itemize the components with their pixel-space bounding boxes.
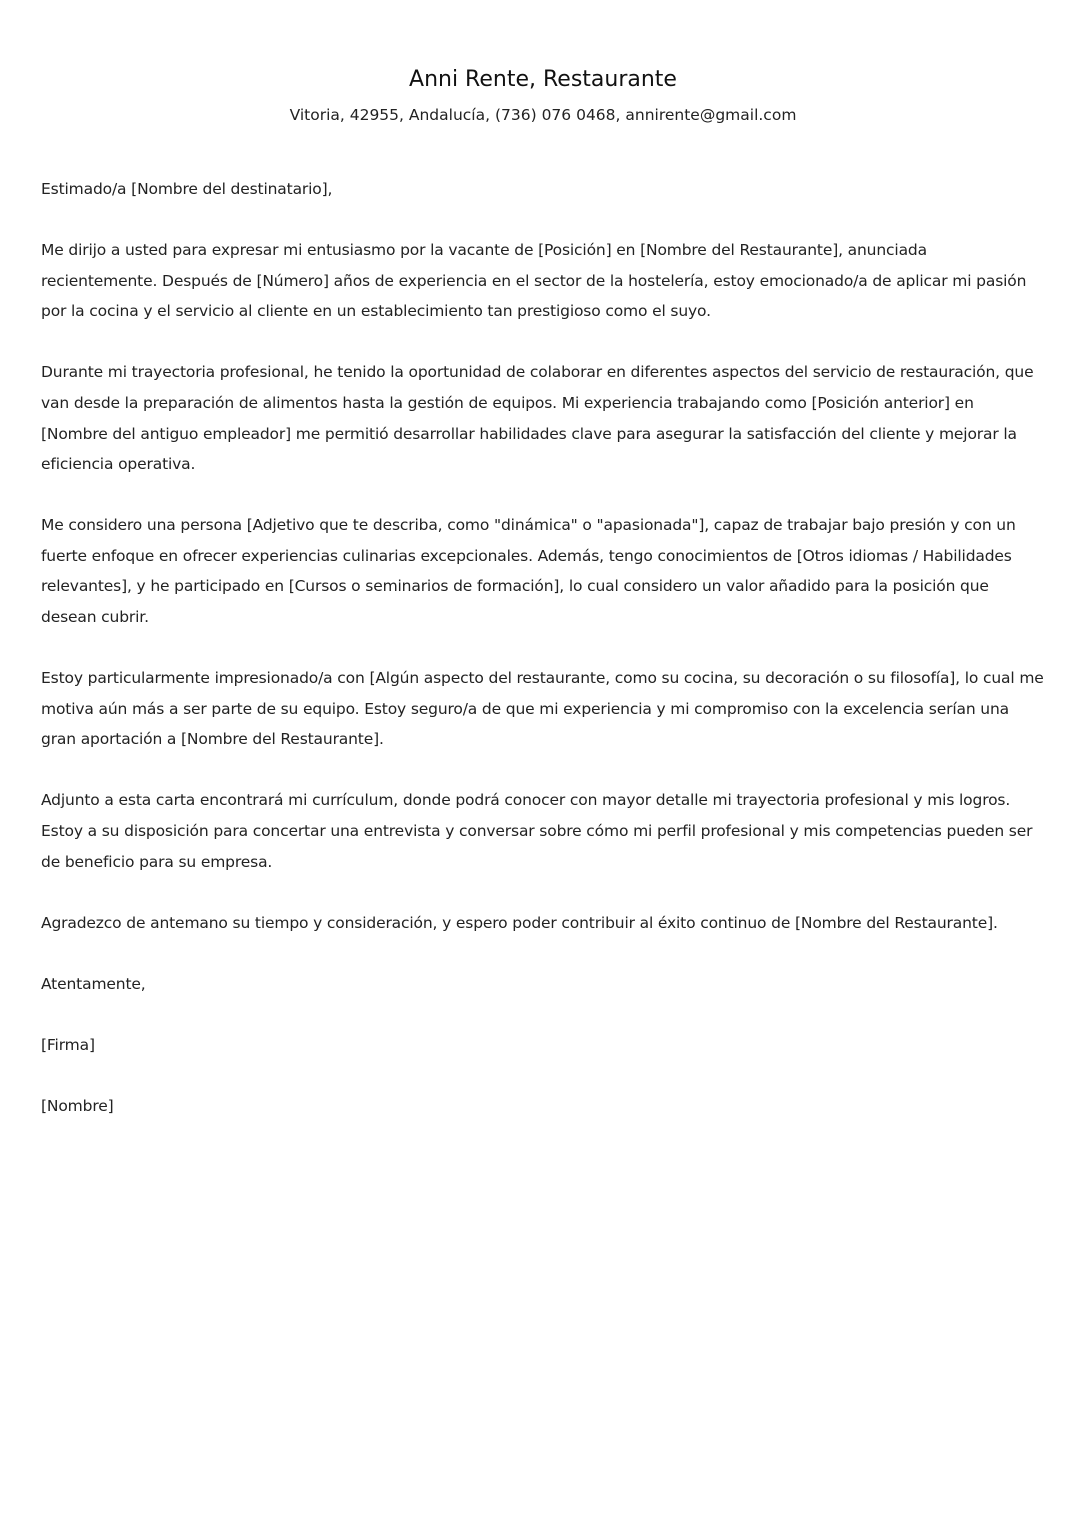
paragraph-experience: Durante mi trayectoria profesional, he tenido la oportunidad de colaborar en diferentes aspectos del servicio de restauración, que van desde la preparación de alimentos hasta la gestión de equipos. Mi experiencia trabajando como [Posición anterior] en [Nombre del antiguo empleador] me permitió desarrollar habilidades clave para asegurar la satisfacción del cliente y mejorar la eficiencia operativa. (41, 363, 1034, 474)
signer-name: [Nombre] (41, 1096, 114, 1115)
applicant-name: Anni Rente, Restaurante (409, 67, 677, 92)
paragraph-thanks: Agradezco de antemano su tiempo y consideración, y espero poder contribuir al éxito continuo de [Nombre del Restaurante]. (41, 913, 998, 932)
signature: [Firma] (41, 1035, 95, 1054)
letter-body (41, 174, 1045, 1122)
closing: Atentamente, (41, 974, 146, 993)
paragraph-motivation: Estoy particularmente impresionado/a con [Algún aspecto del restaurante, como su cocina, su decoración o su filosofía], lo cual me motiva aún más a ser parte de su equipo. Estoy seguro/a de que mi experiencia y mi compromiso con la excelencia serían una gran aportación a [Nombre del Restaurante]. (41, 669, 1044, 749)
paragraph-intro: Me dirijo a usted para expresar mi entusiasmo por la vacante de [Posición] en [Nombre del Restaurante], anunciada recientemente. Después de [Número] años de experiencia en el sector de la hostelería, estoy emocionado/a de aplicar mi pasión por la cocina y el servicio al cliente en un establecimiento tan prestigioso como el suyo. (41, 241, 1027, 321)
paragraph-skills: Me considero una persona [Adjetivo que te describa, como "dinámica" o "apasionada"], capaz de trabajar bajo presión y con un fuerte enfoque en ofrecer experiencias culinarias excepcionales. Además, tengo conocimientos de [Otros idiomas / Habilidades relevantes], y he participado en [Cursos o seminarios de formación], lo cual considero un valor añadido para la posición que desean cubrir. (41, 516, 1016, 627)
contact-info: Vitoria, 42955, Andalucía, (736) 076 0468, annirente@gmail.com (289, 106, 797, 124)
greeting: Estimado/a [Nombre del destinatario], (41, 180, 333, 198)
paragraph-attachment: Adjunto a esta carta encontrará mi currículum, donde podrá conocer con mayor detalle mi trayectoria profesional y mis logros. Estoy a su disposición para concertar una entrevista y conversar sobre cómo mi perfil profesional y mis competencias pueden ser de beneficio para su empresa. (41, 791, 1033, 871)
letter-header (41, 64, 1045, 127)
